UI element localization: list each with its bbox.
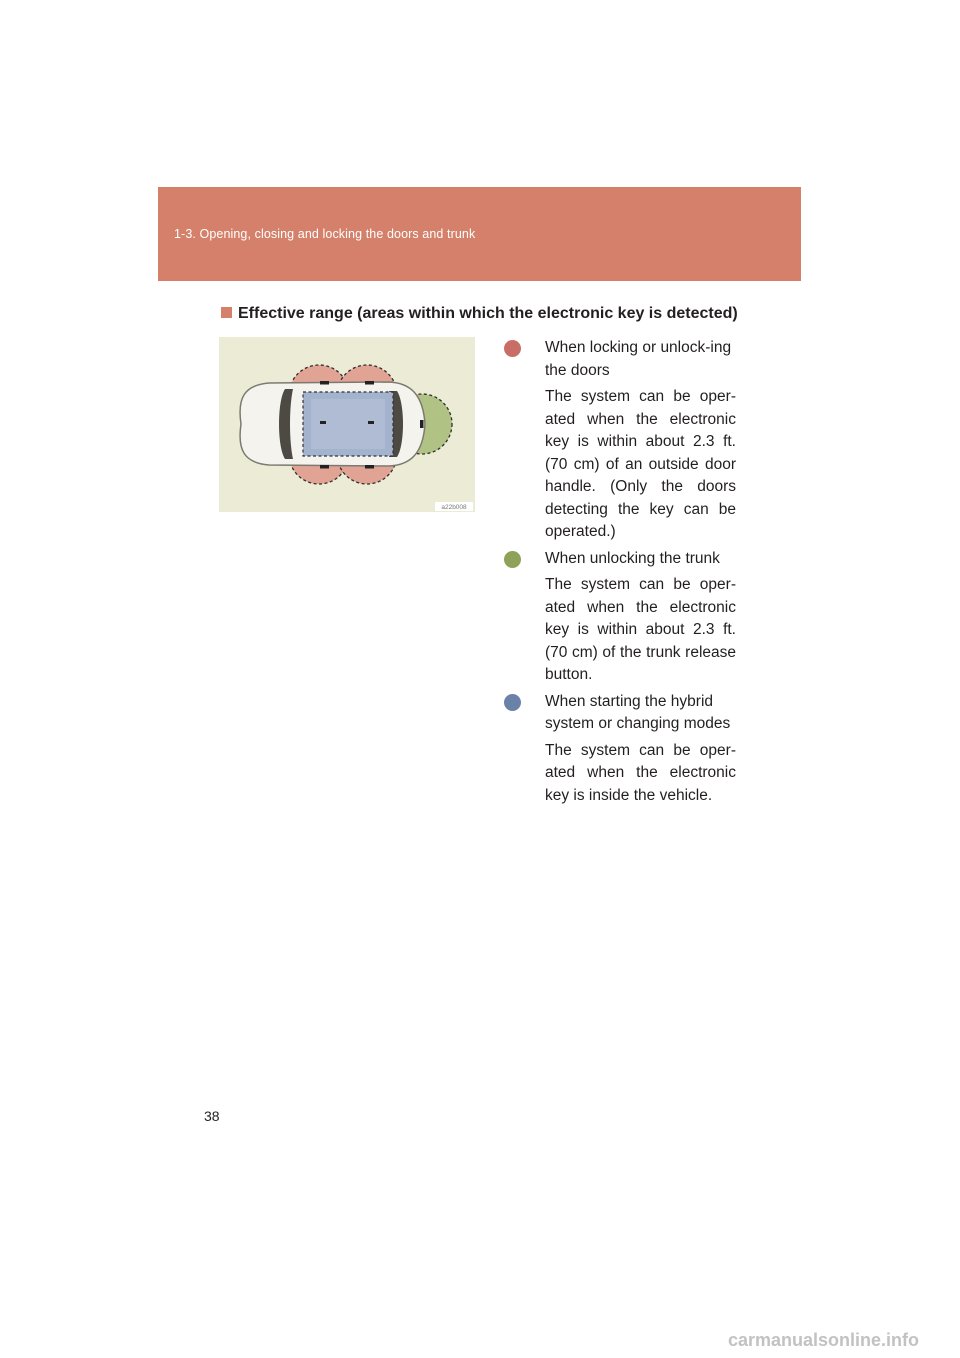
legend-item-trunk xyxy=(504,548,736,687)
legend-desc-hybrid: The system can be oper-ated when the electronic key is inside the vehicle. xyxy=(545,741,736,804)
door-handle-rear-left xyxy=(365,381,374,385)
page-number: 38 xyxy=(204,1108,220,1124)
legend-list xyxy=(504,337,736,811)
heading-marker-icon xyxy=(221,307,232,318)
diagram-code: a22b008 xyxy=(441,504,467,511)
legend-item-hybrid xyxy=(504,691,736,808)
watermark: carmanualsonline.info xyxy=(728,1330,920,1350)
door-handle-front-left xyxy=(320,381,329,385)
door-handle-front-right xyxy=(320,465,329,469)
cabin-sensor-rear xyxy=(368,421,374,424)
legend-title-trunk: When unlocking the trunk xyxy=(545,549,720,567)
section-title: 1-3. Opening, closing and locking the doors and trunk xyxy=(174,227,476,241)
legend-desc-doors: The system can be oper-ated when the electronic key is within about 2.3 ft. (70 cm) of an outside door handle. (Only the doors detecting the key can be operated.) xyxy=(545,388,736,540)
red-area-icon xyxy=(504,340,521,357)
legend-title-hybrid: When starting the hybrid system or changing modes xyxy=(545,692,731,732)
green-area-icon xyxy=(504,551,521,568)
car-detection-diagram xyxy=(219,337,475,512)
heading-text: Effective range (areas within which the electronic key is detected) xyxy=(238,305,738,322)
legend-item-doors xyxy=(504,337,736,544)
trunk-sensor xyxy=(420,420,424,428)
legend-desc-trunk: The system can be oper-ated when the electronic key is within about 2.3 ft. (70 cm) of the trunk release button. xyxy=(545,576,736,683)
cabin-sensor-front xyxy=(320,421,326,424)
blue-area-icon xyxy=(504,694,521,711)
header-band xyxy=(158,187,801,281)
section-heading xyxy=(221,305,738,323)
legend-title-doors: When locking or unlock-ing the doors xyxy=(545,339,732,379)
door-handle-rear-right xyxy=(365,465,374,469)
